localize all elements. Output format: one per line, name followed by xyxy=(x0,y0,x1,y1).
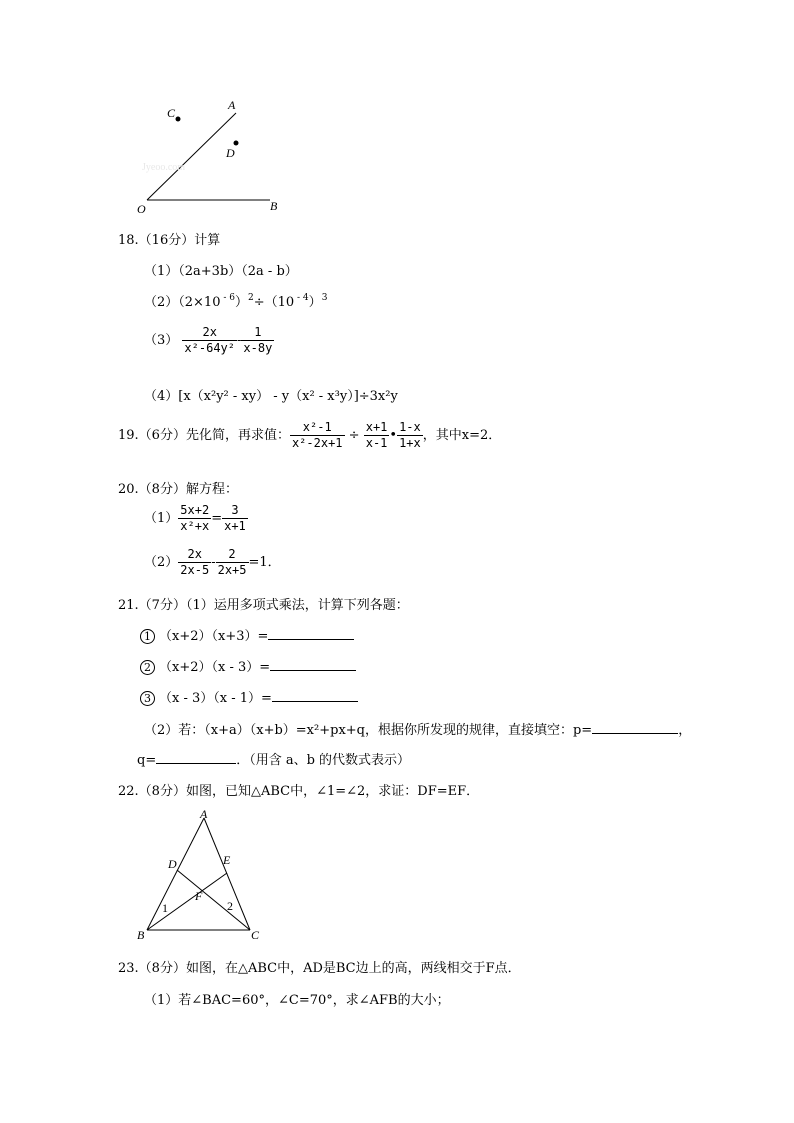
label-c: C xyxy=(167,106,176,120)
q21-q-post: ．（用含 a、b 的代数式表示） xyxy=(236,753,411,768)
q18-part1: （1）（2a+3b）（2a - b） xyxy=(144,264,298,279)
frac-den: x+1 xyxy=(224,519,246,533)
triangle-figure xyxy=(130,808,270,943)
q18-p2-exp1: - 6 xyxy=(220,293,235,303)
frac-num: 5x+2 xyxy=(180,503,210,517)
label-c: C xyxy=(251,928,260,942)
q18-p2-mid: ） xyxy=(234,295,248,310)
q21-part2 xyxy=(144,719,691,738)
segment-cd xyxy=(177,870,250,930)
q20-part2 xyxy=(144,547,281,578)
q18-part4: （4）[x（x²y² - xy） - y（x² - x³y）]÷3x²y xyxy=(144,389,398,404)
frac-den: x²-2x+1 xyxy=(291,436,343,450)
q19-post: ，其中x=2． xyxy=(422,428,502,443)
q21-item1-text: （x+2）（x+3）= xyxy=(159,629,269,644)
frac-den: 2x+5 xyxy=(217,563,247,577)
q21-title: 21.（7分）（1）运用多项式乘法，计算下列各题： xyxy=(118,598,409,613)
frac-den: x²+x xyxy=(180,519,210,533)
frac-num: 2x xyxy=(182,325,237,341)
q21-item3-text: （x - 3）（x - 1）= xyxy=(159,691,272,706)
frac-num: 3 xyxy=(222,503,248,519)
frac-num: 1 xyxy=(241,325,274,341)
answer-blank[interactable] xyxy=(272,688,358,702)
q18-p2-exp2: - 4 xyxy=(294,293,309,303)
q19-frac3 xyxy=(397,420,423,451)
angle-2-label: 2 xyxy=(227,899,233,913)
p-answer-blank[interactable] xyxy=(592,720,678,734)
q20-p2-label: （2） xyxy=(144,555,179,570)
circled-number-1: 1 xyxy=(140,629,155,644)
q21-item3 xyxy=(140,687,358,706)
side-ab xyxy=(147,818,204,930)
q18-p3-frac2 xyxy=(241,325,274,356)
q20-p1-frac1 xyxy=(178,503,211,534)
q18-title: 18.（16分）计算 xyxy=(118,233,221,248)
q19-op2: • xyxy=(389,428,398,443)
label-b: B xyxy=(137,928,145,942)
q20-p1-eq: = xyxy=(211,511,223,526)
point-d xyxy=(234,141,239,146)
side-ac xyxy=(204,818,250,930)
ray-oa xyxy=(147,113,236,200)
q20-p1-frac2 xyxy=(222,503,248,534)
q20-title: 20.（8分）解方程： xyxy=(118,482,238,497)
label-o: O xyxy=(137,202,146,216)
frac-den: 2x-5 xyxy=(180,563,210,577)
q18-p2-pre: （2）（2×10 xyxy=(144,295,221,310)
frac-num: 1-x xyxy=(399,420,421,434)
q23-text: 23.（8分）如图，在△ABC中，AD是BC边上的高，两线相交于F点． xyxy=(118,961,521,976)
q18-p2-sup3: 3 xyxy=(321,293,328,303)
q18-p3-frac1 xyxy=(182,325,237,356)
frac-den: 1+x xyxy=(399,436,421,450)
q21-item2-text: （x+2）（x - 3）= xyxy=(159,660,271,675)
q20-p2-frac2 xyxy=(216,547,249,578)
frac-num: x+1 xyxy=(365,420,388,434)
q19-op1: ÷ xyxy=(348,428,360,443)
circled-number-2: 2 xyxy=(140,660,155,675)
label-a: A xyxy=(228,98,236,112)
q19-frac1 xyxy=(290,420,345,451)
circled-number-3: 3 xyxy=(140,691,155,706)
q-answer-blank[interactable] xyxy=(156,750,236,764)
q19-pre: 19.（6分）先化简，再求值： xyxy=(118,428,290,443)
q18-p2-end: ） xyxy=(308,295,322,310)
q18-part2 xyxy=(144,291,327,310)
q18-p3-label: （3） xyxy=(144,333,179,348)
answer-blank[interactable] xyxy=(270,657,356,671)
q23-part1: （1）若∠BAC=60°，∠C=70°，求∠AFB的大小； xyxy=(144,993,450,1008)
angle-figure xyxy=(130,95,300,220)
frac-den: x-1 xyxy=(365,436,388,450)
angle-1-label: 1 xyxy=(162,901,168,915)
q20-p1-label: （1） xyxy=(144,511,179,526)
frac-num: 2 xyxy=(216,547,249,563)
q20-part1 xyxy=(144,503,248,534)
q20-p2-op: - xyxy=(211,555,216,570)
frac-num: x²-1 xyxy=(290,420,345,436)
q21-q-line xyxy=(137,749,410,768)
q19 xyxy=(118,420,501,451)
label-f: F xyxy=(195,889,203,903)
frac-den: x-8y xyxy=(243,341,273,355)
q18-part3 xyxy=(144,325,274,356)
q20-p2-end: =1． xyxy=(248,555,281,570)
q21-p2-text: （2）若：（x+a）（x+b）=x²+px+q，根据你所发现的规律，直接填空：p= xyxy=(144,723,593,738)
q21-item1 xyxy=(140,625,354,644)
label-b: B xyxy=(270,199,278,213)
q18-p2-sup2: 2 xyxy=(248,293,254,303)
q20-p2-frac1 xyxy=(178,547,211,578)
frac-num: 2x xyxy=(178,547,211,563)
label-d: D xyxy=(226,146,235,160)
q21-item2 xyxy=(140,656,356,675)
label-d: D xyxy=(168,857,177,871)
answer-blank[interactable] xyxy=(268,626,354,640)
q18-p3-op: - xyxy=(237,333,242,348)
q22-text: 22.（8分）如图，已知△ABC中，∠1=∠2，求证：DF=EF． xyxy=(118,784,480,799)
q21-p2-comma: ， xyxy=(678,723,692,738)
label-a: A xyxy=(200,808,208,821)
q18-p2-div: ÷（10 xyxy=(253,295,295,310)
label-e: E xyxy=(223,853,231,867)
q21-q-pre: q= xyxy=(137,753,157,768)
frac-den: x²-64y² xyxy=(184,341,235,355)
q19-frac2 xyxy=(364,420,390,451)
point-c xyxy=(176,117,181,122)
watermark: Jyeoo.com xyxy=(142,162,186,173)
